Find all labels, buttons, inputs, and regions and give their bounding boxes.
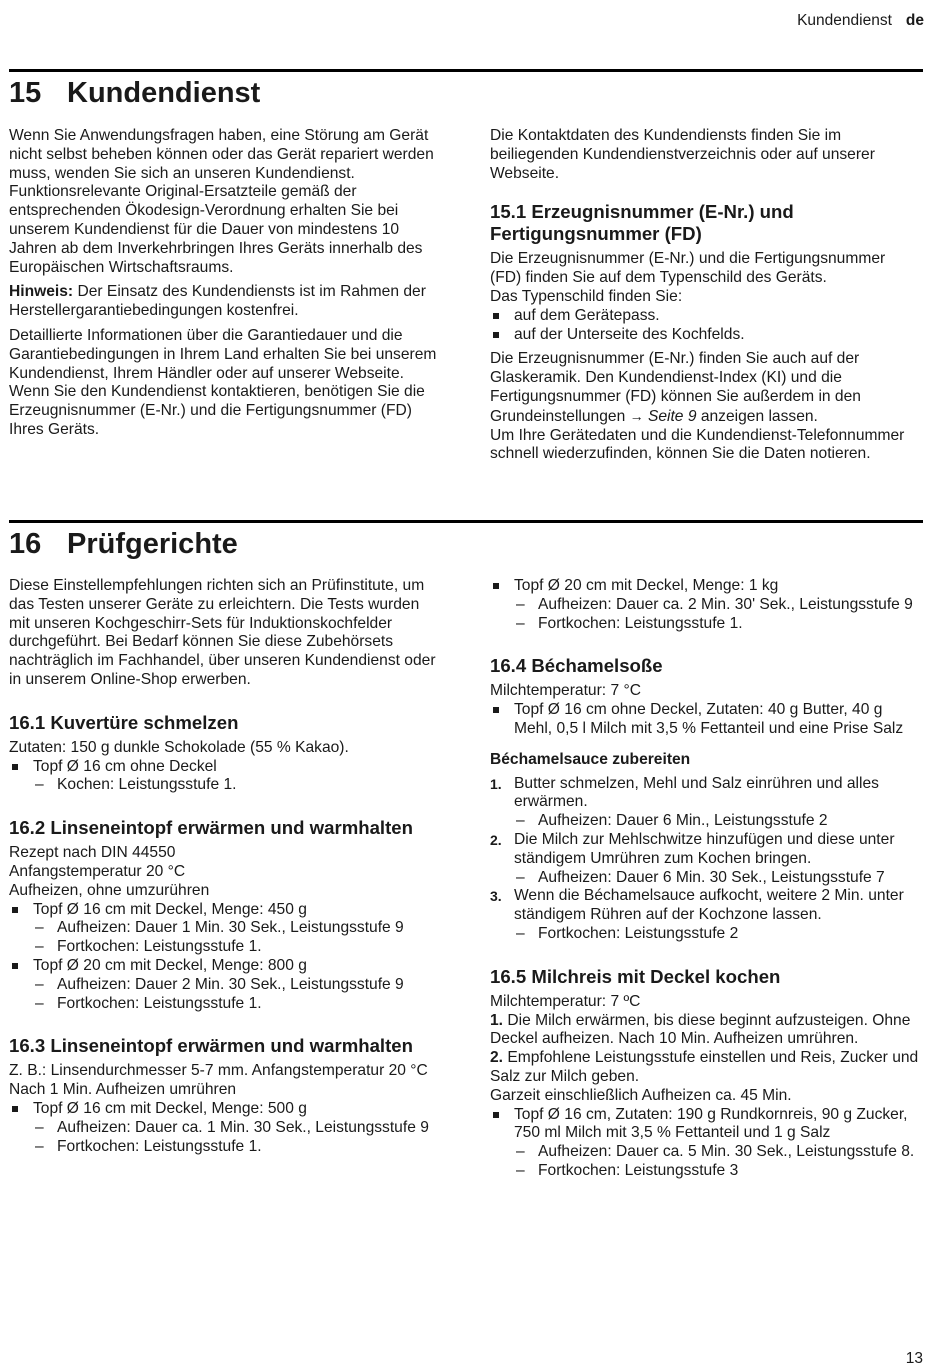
ch15-contact-paragraph: Die Kontaktdaten des Kundendiensts finden Sie im beiliegenden Kundendienstverzeichnis oder auf unserer Webseite. <box>490 127 875 182</box>
list-subitem: – Fortkochen: Leistungsstufe 1. <box>490 615 920 634</box>
s16-2-line-3: Aufheizen, ohne umzurühren <box>9 881 210 899</box>
instruction-text: Empfohlene Leistungsstufe einstellen und Reis, Zucker und Salz zur Milch geben. <box>490 1049 919 1085</box>
bechamel-subheading: Béchamelsauce zubereiten <box>490 750 691 768</box>
s16-4-milk-temp: Milchtemperatur: 7 °C <box>490 682 641 700</box>
list-item: auf der Unterseite des Kochfelds. <box>490 326 920 345</box>
section-16-2-title: 16.2 Linseneintopf erwärmen und warmhalten <box>9 817 413 839</box>
list-subitem: – Aufheizen: Dauer ca. 1 Min. 30 Sek., Leistungsstufe 9 <box>9 1119 439 1138</box>
step-subitem: – Fortkochen: Leistungsstufe 2 <box>490 925 920 944</box>
s16-3-line-1: Z. B.: Linsendurchmesser 5-7 mm. Anfangstemperatur 20 °C <box>9 1062 428 1080</box>
step-number: 3. <box>490 888 502 905</box>
list-item: Topf Ø 16 cm ohne Deckel <box>9 758 439 777</box>
list-subitem: – Aufheizen: Dauer ca. 5 Min. 30 Sek., Leistungsstufe 8. <box>490 1143 920 1162</box>
chapter-15-right-column <box>490 127 920 464</box>
s16-1-ingredients: Zutaten: 150 g dunkle Schokolade (55 % Kakao). <box>9 738 349 756</box>
header-language: de <box>905 12 924 29</box>
chapter-15-title: Kundendienst <box>67 77 261 109</box>
s16-2-line-2: Anfangstemperatur 20 °C <box>9 862 186 880</box>
note-text: Der Einsatz des Kundendiensts ist im Rahmen der Herstellergarantiebedingungen kostenfrei. <box>9 283 426 320</box>
s16-2-line-1: Rezept nach DIN 44550 <box>9 844 176 862</box>
s15-1-paragraph-3 <box>490 350 920 426</box>
ch15-paragraph-2: Funktionsrelevante Original-Ersatzteile gemäß der entsprechenden Ökodesign-Verordnung erhalten Sie bei unserem Kundendienst für die Dauer von mindestens 10 Jahren ab dem Inverkehrbringen Ihres Geräts innerhalb des Europäischen Wirtschaftsraums. <box>9 183 423 276</box>
s15-1-paragraph-2: Das Typenschild finden Sie: <box>490 287 683 305</box>
step-item <box>490 775 920 813</box>
step-text: Die Milch zur Mehlschwitze hinzufügen und diese unter ständigem Umrühren zum Kochen bringen. <box>514 830 895 867</box>
chapter-15-number: 15 <box>9 77 42 109</box>
list-subitem: – Aufheizen: Dauer 1 Min. 30 Sek., Leistungsstufe 9 <box>9 919 439 938</box>
section-16-5-title: 16.5 Milchreis mit Deckel kochen <box>490 965 781 987</box>
s16-3-line-2: Nach 1 Min. Aufheizen umrühren <box>9 1081 237 1099</box>
step-subitem: – Aufheizen: Dauer 6 Min. 30 Sek., Leistungsstufe 7 <box>490 869 920 888</box>
ch15-paragraph-3: Detaillierte Informationen über die Garantiedauer und die Garantiebedingungen in Ihrem Land erhalten Sie bei unserem Kundendienst, Ihrem Händler oder auf unserer Webseite. <box>9 326 437 382</box>
list-subitem: – Fortkochen: Leistungsstufe 3 <box>490 1162 920 1181</box>
chapter-16-left-column <box>9 577 439 1156</box>
chapter-15-rule <box>9 69 923 72</box>
ch16-intro: Diese Einstellempfehlungen richten sich an Prüfinstitute, um das Testen unserer Geräte zu erleichtern. Die Tests wurden mit unseren Kochgeschirr-Sets für Induktionskochfelder durchgeführt. Bei Bedarf können Sie diese Zubehörsets nachträglich im Fachhandel, über unseren Kundendienst oder in unserem Online-Shop erwerben. <box>9 577 436 688</box>
instruction-number: 2. <box>490 1049 504 1067</box>
list-subitem: – Aufheizen: Dauer 2 Min. 30 Sek., Leistungsstufe 9 <box>9 976 439 995</box>
step-number: 2. <box>490 831 502 848</box>
list-subitem: – Fortkochen: Leistungsstufe 1. <box>9 938 439 957</box>
ch15-paragraph-4: Wenn Sie den Kundendienst kontaktieren, benötigen Sie die Erzeugnisnummer (E-Nr.) und die Fertigungsnummer (FD) Ihres Geräts. <box>9 383 425 438</box>
list-subitem: – Fortkochen: Leistungsstufe 1. <box>9 995 439 1014</box>
s16-5-cooking-time: Garzeit einschließlich Aufheizen ca. 45 Min. <box>490 1086 792 1104</box>
chapter-16-number: 16 <box>9 528 42 560</box>
list-item: auf dem Gerätepass. <box>490 307 920 326</box>
section-16-4-title: 16.4 Béchamelsoße <box>490 655 663 677</box>
chapter-16-heading <box>9 528 238 561</box>
list-item: Topf Ø 16 cm, Zutaten: 190 g Rundkornreis, 90 g Zucker, 750 ml Milch mit 3,5 % Fettanteil und 1 g Salz <box>490 1106 920 1144</box>
header-section: Kundendienst <box>797 12 892 29</box>
section-16-3-title: 16.3 Linseneintopf erwärmen und warmhalten <box>9 1035 413 1057</box>
s16-5-milk-temp: Milchtemperatur: 7 ºC <box>490 992 641 1010</box>
note-label: Hinweis: <box>9 283 74 301</box>
list-subitem: – Kochen: Leistungsstufe 1. <box>9 776 439 795</box>
step-item <box>490 887 920 925</box>
s15-1-p3-text: Die Erzeugnisnummer (E-Nr.) finden Sie auch auf der Glaskeramik. Den Kundendienst-Index (KI) und die Fertigungsnummer (FD) können Sie außerdem in den Grundeinstellungen <box>490 350 861 425</box>
step-item <box>490 831 920 869</box>
section-16-1-title: 16.1 Kuvertüre schmelzen <box>9 711 239 733</box>
s15-1-paragraph-4: Um Ihre Gerätedaten und die Kundendienst-Telefonnummer schnell wiederzufinden, können Sie die Daten notieren. <box>490 426 905 463</box>
step-text: Wenn die Béchamelsauce aufkocht, weitere 2 Min. unter ständigem Rühren auf der Kochzone lassen. <box>514 887 904 924</box>
instruction-text: Die Milch erwärmen, bis diese beginnt aufzusteigen. Ohne Deckel aufheizen. Nach 10 Min. Aufheizen umrühren. <box>490 1011 911 1048</box>
page-reference-link[interactable]: Seite 9 <box>647 407 697 425</box>
list-subitem: – Fortkochen: Leistungsstufe 1. <box>9 1138 439 1157</box>
list-item: Topf Ø 16 cm ohne Deckel, Zutaten: 40 g Butter, 40 g Mehl, 0,5 l Milch mit 3,5 % Fettanteil und eine Prise Salz <box>490 701 920 739</box>
step-subitem: – Aufheizen: Dauer 6 Min., Leistungsstufe 2 <box>490 812 920 831</box>
step-number: 1. <box>490 775 502 792</box>
list-item: Topf Ø 20 cm mit Deckel, Menge: 800 g <box>9 957 439 976</box>
chapter-16-title: Prüfgerichte <box>67 528 238 560</box>
s15-1-p3-end: anzeigen lassen. <box>696 407 818 425</box>
list-item: Topf Ø 16 cm mit Deckel, Menge: 450 g <box>9 901 439 920</box>
chapter-15-heading <box>9 77 260 110</box>
chapter-16-right-column <box>490 577 920 1181</box>
list-item: Topf Ø 16 cm mit Deckel, Menge: 500 g <box>9 1100 439 1119</box>
running-header <box>797 12 924 30</box>
s15-1-paragraph-1: Die Erzeugnisnummer (E-Nr.) und die Fertigungsnummer (FD) finden Sie auf dem Typenschild des Geräts. <box>490 250 886 287</box>
step-text: Butter schmelzen, Mehl und Salz einrühren und alles erwärmen. <box>514 774 879 811</box>
arrow-icon: → <box>629 407 644 424</box>
ch15-note <box>9 283 439 321</box>
section-15-1-title: 15.1 Erzeugnisnummer (E-Nr.) und Fertigungsnummer (FD) <box>490 201 794 245</box>
s16-5-instruction-1 <box>490 1012 920 1050</box>
instruction-number: 1. <box>490 1011 504 1029</box>
list-item: Topf Ø 20 cm mit Deckel, Menge: 1 kg <box>490 577 920 596</box>
list-subitem: – Aufheizen: Dauer ca. 2 Min. 30' Sek., Leistungsstufe 9 <box>490 596 920 615</box>
s16-5-instruction-2 <box>490 1049 920 1087</box>
page-number: 13 <box>905 1350 923 1367</box>
chapter-16-rule <box>9 520 923 523</box>
chapter-15-left-column <box>9 127 439 440</box>
ch15-paragraph-1: Wenn Sie Anwendungsfragen haben, eine Störung am Gerät nicht selbst beheben können oder das Gerät repariert werden muss, wenden Sie sich an unseren Kundendienst. <box>9 127 434 182</box>
